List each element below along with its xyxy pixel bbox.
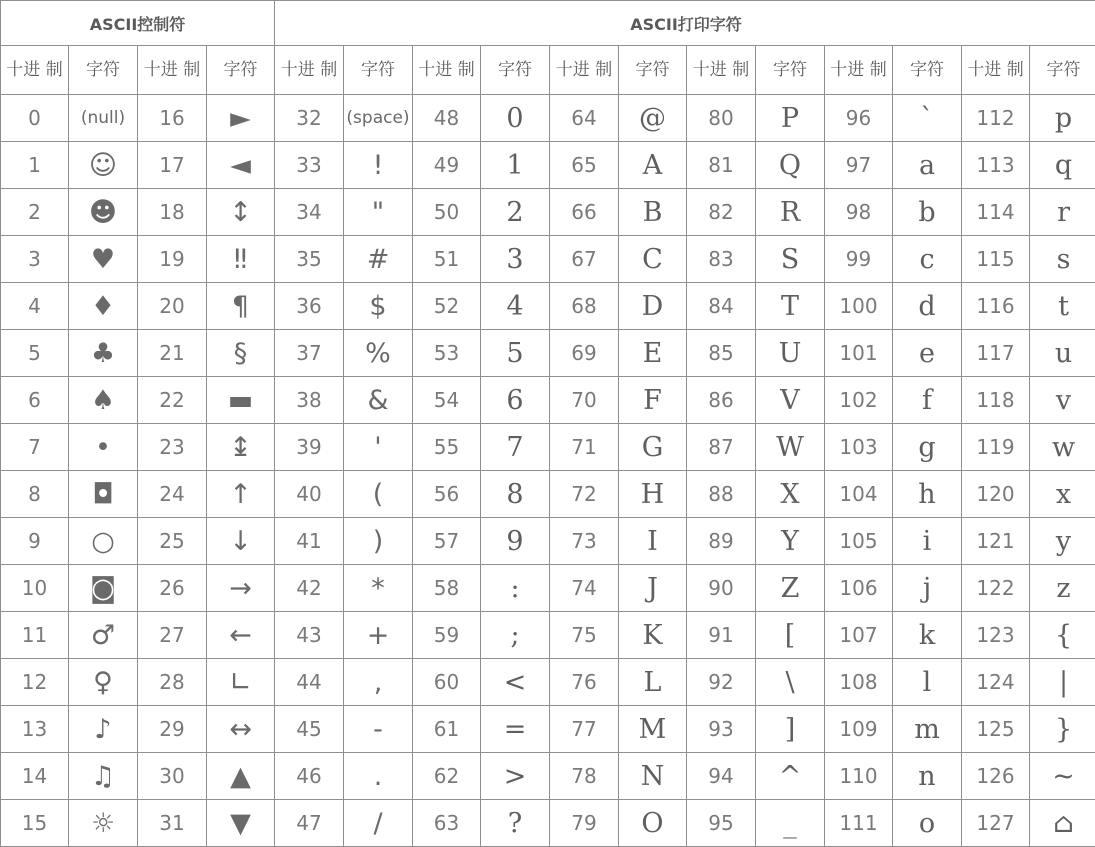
char-cell: ☼ xyxy=(69,800,138,847)
char-column-header: 字符 xyxy=(69,46,138,95)
char-cell: % xyxy=(344,330,413,377)
decimal-cell: 117 xyxy=(962,330,1030,377)
char-cell: ` xyxy=(893,95,962,142)
table-row xyxy=(1,659,1095,706)
char-column-header: 字符 xyxy=(207,46,275,95)
char-cell: } xyxy=(1030,706,1095,753)
char-cell: + xyxy=(344,612,413,659)
decimal-cell: 97 xyxy=(825,142,893,189)
char-cell: ▲ xyxy=(207,753,275,800)
char-cell: ^ xyxy=(756,753,825,800)
char-cell: 8 xyxy=(481,471,550,518)
char-cell: l xyxy=(893,659,962,706)
char-cell: # xyxy=(344,236,413,283)
decimal-cell: 75 xyxy=(550,612,619,659)
decimal-cell: 19 xyxy=(138,236,207,283)
char-cell: Q xyxy=(756,142,825,189)
char-cell: g xyxy=(893,424,962,471)
char-cell: 7 xyxy=(481,424,550,471)
char-cell: w xyxy=(1030,424,1095,471)
char-cell: 9 xyxy=(481,518,550,565)
decimal-cell: 35 xyxy=(275,236,344,283)
char-cell: ¶ xyxy=(207,283,275,330)
decimal-cell: 15 xyxy=(1,800,69,847)
char-cell: 2 xyxy=(481,189,550,236)
char-cell: G xyxy=(619,424,687,471)
decimal-cell: 14 xyxy=(1,753,69,800)
decimal-cell: 59 xyxy=(413,612,481,659)
char-cell: M xyxy=(619,706,687,753)
char-cell: / xyxy=(344,800,413,847)
decimal-cell: 69 xyxy=(550,330,619,377)
dec-column-header: 十进 制 xyxy=(1,46,69,95)
decimal-cell: 49 xyxy=(413,142,481,189)
decimal-cell: 64 xyxy=(550,95,619,142)
dec-column-header: 十进 制 xyxy=(825,46,893,95)
decimal-cell: 113 xyxy=(962,142,1030,189)
char-cell: a xyxy=(893,142,962,189)
decimal-cell: 70 xyxy=(550,377,619,424)
char-cell: • xyxy=(69,424,138,471)
char-cell: ◘ xyxy=(69,471,138,518)
char-cell: L xyxy=(619,659,687,706)
char-cell: E xyxy=(619,330,687,377)
decimal-cell: 60 xyxy=(413,659,481,706)
decimal-cell: 102 xyxy=(825,377,893,424)
decimal-cell: 46 xyxy=(275,753,344,800)
char-cell: ○ xyxy=(69,518,138,565)
char-cell: V xyxy=(756,377,825,424)
decimal-cell: 123 xyxy=(962,612,1030,659)
decimal-cell: 71 xyxy=(550,424,619,471)
char-cell: ♂ xyxy=(69,612,138,659)
decimal-cell: 126 xyxy=(962,753,1030,800)
decimal-cell: 80 xyxy=(687,95,756,142)
table-row xyxy=(1,283,1095,330)
char-column-header: 字符 xyxy=(893,46,962,95)
decimal-cell: 79 xyxy=(550,800,619,847)
decimal-cell: 119 xyxy=(962,424,1030,471)
char-cell: ☺ xyxy=(69,142,138,189)
table-row xyxy=(1,95,1095,142)
char-cell: ↕ xyxy=(207,189,275,236)
decimal-cell: 9 xyxy=(1,518,69,565)
char-cell: X xyxy=(756,471,825,518)
decimal-cell: 12 xyxy=(1,659,69,706)
char-cell: § xyxy=(207,330,275,377)
char-cell: z xyxy=(1030,565,1095,612)
decimal-cell: 112 xyxy=(962,95,1030,142)
char-cell: 1 xyxy=(481,142,550,189)
decimal-cell: 56 xyxy=(413,471,481,518)
decimal-cell: 34 xyxy=(275,189,344,236)
char-cell: ◙ xyxy=(69,565,138,612)
char-column-header: 字符 xyxy=(619,46,687,95)
char-cell: _ xyxy=(756,800,825,847)
char-cell: " xyxy=(344,189,413,236)
char-cell: Z xyxy=(756,565,825,612)
char-cell: q xyxy=(1030,142,1095,189)
char-cell: s xyxy=(1030,236,1095,283)
decimal-cell: 100 xyxy=(825,283,893,330)
table-row xyxy=(1,424,1095,471)
decimal-cell: 91 xyxy=(687,612,756,659)
char-cell: t xyxy=(1030,283,1095,330)
decimal-cell: 37 xyxy=(275,330,344,377)
decimal-cell: 66 xyxy=(550,189,619,236)
char-cell: b xyxy=(893,189,962,236)
decimal-cell: 98 xyxy=(825,189,893,236)
char-cell: m xyxy=(893,706,962,753)
decimal-cell: 48 xyxy=(413,95,481,142)
char-cell: ♥ xyxy=(69,236,138,283)
char-cell: P xyxy=(756,95,825,142)
table-row xyxy=(1,471,1095,518)
table-row xyxy=(1,800,1095,847)
decimal-cell: 65 xyxy=(550,142,619,189)
char-cell: i xyxy=(893,518,962,565)
char-cell: ∟ xyxy=(207,659,275,706)
char-cell: ► xyxy=(207,95,275,142)
dec-column-header: 十进 制 xyxy=(962,46,1030,95)
decimal-cell: 99 xyxy=(825,236,893,283)
char-cell: x xyxy=(1030,471,1095,518)
decimal-cell: 111 xyxy=(825,800,893,847)
decimal-cell: 22 xyxy=(138,377,207,424)
char-cell: < xyxy=(481,659,550,706)
decimal-cell: 4 xyxy=(1,283,69,330)
char-cell: 6 xyxy=(481,377,550,424)
printable-group-header: ASCII打印字符 xyxy=(275,1,1095,46)
decimal-cell: 31 xyxy=(138,800,207,847)
decimal-cell: 88 xyxy=(687,471,756,518)
decimal-cell: 1 xyxy=(1,142,69,189)
decimal-cell: 68 xyxy=(550,283,619,330)
decimal-cell: 18 xyxy=(138,189,207,236)
char-cell: * xyxy=(344,565,413,612)
char-cell: y xyxy=(1030,518,1095,565)
char-cell: ‼ xyxy=(207,236,275,283)
char-cell: B xyxy=(619,189,687,236)
char-cell: 4 xyxy=(481,283,550,330)
char-cell: ! xyxy=(344,142,413,189)
decimal-cell: 27 xyxy=(138,612,207,659)
char-cell: ; xyxy=(481,612,550,659)
char-cell: ◄ xyxy=(207,142,275,189)
char-cell: J xyxy=(619,565,687,612)
decimal-cell: 54 xyxy=(413,377,481,424)
decimal-cell: 81 xyxy=(687,142,756,189)
char-cell: A xyxy=(619,142,687,189)
decimal-cell: 43 xyxy=(275,612,344,659)
char-cell: ↓ xyxy=(207,518,275,565)
decimal-cell: 118 xyxy=(962,377,1030,424)
decimal-cell: 55 xyxy=(413,424,481,471)
char-cell: = xyxy=(481,706,550,753)
decimal-cell: 86 xyxy=(687,377,756,424)
decimal-cell: 93 xyxy=(687,706,756,753)
char-column-header: 字符 xyxy=(481,46,550,95)
decimal-cell: 82 xyxy=(687,189,756,236)
control-group-header: ASCII控制符 xyxy=(1,1,275,46)
decimal-cell: 39 xyxy=(275,424,344,471)
dec-column-header: 十进 制 xyxy=(138,46,207,95)
decimal-cell: 20 xyxy=(138,283,207,330)
char-column-header: 字符 xyxy=(344,46,413,95)
decimal-cell: 106 xyxy=(825,565,893,612)
char-cell: ↔ xyxy=(207,706,275,753)
decimal-cell: 25 xyxy=(138,518,207,565)
decimal-cell: 108 xyxy=(825,659,893,706)
decimal-cell: 33 xyxy=(275,142,344,189)
table-row xyxy=(1,377,1095,424)
char-cell: ↑ xyxy=(207,471,275,518)
decimal-cell: 85 xyxy=(687,330,756,377)
decimal-cell: 84 xyxy=(687,283,756,330)
char-cell: o xyxy=(893,800,962,847)
char-column-header: 字符 xyxy=(756,46,825,95)
char-cell: [ xyxy=(756,612,825,659)
decimal-cell: 16 xyxy=(138,95,207,142)
decimal-cell: 83 xyxy=(687,236,756,283)
decimal-cell: 0 xyxy=(1,95,69,142)
decimal-cell: 11 xyxy=(1,612,69,659)
decimal-cell: 52 xyxy=(413,283,481,330)
decimal-cell: 96 xyxy=(825,95,893,142)
decimal-cell: 63 xyxy=(413,800,481,847)
decimal-cell: 122 xyxy=(962,565,1030,612)
decimal-cell: 72 xyxy=(550,471,619,518)
char-cell: (null) xyxy=(69,95,138,142)
decimal-cell: 127 xyxy=(962,800,1030,847)
char-cell: p xyxy=(1030,95,1095,142)
decimal-cell: 53 xyxy=(413,330,481,377)
char-cell: | xyxy=(1030,659,1095,706)
char-cell: & xyxy=(344,377,413,424)
decimal-cell: 51 xyxy=(413,236,481,283)
decimal-cell: 116 xyxy=(962,283,1030,330)
char-cell: R xyxy=(756,189,825,236)
decimal-cell: 10 xyxy=(1,565,69,612)
decimal-cell: 41 xyxy=(275,518,344,565)
decimal-cell: 3 xyxy=(1,236,69,283)
char-cell: r xyxy=(1030,189,1095,236)
char-cell: j xyxy=(893,565,962,612)
table-row xyxy=(1,142,1095,189)
char-cell: ▼ xyxy=(207,800,275,847)
decimal-cell: 121 xyxy=(962,518,1030,565)
table-row xyxy=(1,330,1095,377)
char-cell: ) xyxy=(344,518,413,565)
char-cell: ? xyxy=(481,800,550,847)
char-cell: \ xyxy=(756,659,825,706)
decimal-cell: 110 xyxy=(825,753,893,800)
decimal-cell: 67 xyxy=(550,236,619,283)
char-cell: ♪ xyxy=(69,706,138,753)
decimal-cell: 107 xyxy=(825,612,893,659)
char-cell: u xyxy=(1030,330,1095,377)
table-row xyxy=(1,565,1095,612)
decimal-cell: 105 xyxy=(825,518,893,565)
decimal-cell: 8 xyxy=(1,471,69,518)
decimal-cell: 32 xyxy=(275,95,344,142)
char-cell: c xyxy=(893,236,962,283)
decimal-cell: 103 xyxy=(825,424,893,471)
char-cell: O xyxy=(619,800,687,847)
char-cell: e xyxy=(893,330,962,377)
table-row xyxy=(1,753,1095,800)
decimal-cell: 90 xyxy=(687,565,756,612)
table-row xyxy=(1,612,1095,659)
decimal-cell: 125 xyxy=(962,706,1030,753)
decimal-cell: 101 xyxy=(825,330,893,377)
char-cell: - xyxy=(344,706,413,753)
char-cell: ♦ xyxy=(69,283,138,330)
decimal-cell: 62 xyxy=(413,753,481,800)
char-cell: { xyxy=(1030,612,1095,659)
char-cell: S xyxy=(756,236,825,283)
decimal-cell: 95 xyxy=(687,800,756,847)
char-cell: 0 xyxy=(481,95,550,142)
char-cell: I xyxy=(619,518,687,565)
dec-column-header: 十进 制 xyxy=(275,46,344,95)
decimal-cell: 23 xyxy=(138,424,207,471)
char-cell: ⌂ xyxy=(1030,800,1095,847)
char-cell: ♫ xyxy=(69,753,138,800)
decimal-cell: 92 xyxy=(687,659,756,706)
char-cell: W xyxy=(756,424,825,471)
decimal-cell: 21 xyxy=(138,330,207,377)
table-row xyxy=(1,518,1095,565)
decimal-cell: 40 xyxy=(275,471,344,518)
decimal-cell: 24 xyxy=(138,471,207,518)
char-cell: ~ xyxy=(1030,753,1095,800)
char-cell: T xyxy=(756,283,825,330)
decimal-cell: 120 xyxy=(962,471,1030,518)
char-cell: (space) xyxy=(344,95,413,142)
char-cell: . xyxy=(344,753,413,800)
decimal-cell: 29 xyxy=(138,706,207,753)
decimal-cell: 50 xyxy=(413,189,481,236)
char-cell: K xyxy=(619,612,687,659)
table-row xyxy=(1,706,1095,753)
char-cell: f xyxy=(893,377,962,424)
char-cell: D xyxy=(619,283,687,330)
decimal-cell: 74 xyxy=(550,565,619,612)
decimal-cell: 78 xyxy=(550,753,619,800)
char-cell: C xyxy=(619,236,687,283)
decimal-cell: 47 xyxy=(275,800,344,847)
decimal-cell: 124 xyxy=(962,659,1030,706)
decimal-cell: 115 xyxy=(962,236,1030,283)
char-cell: v xyxy=(1030,377,1095,424)
dec-column-header: 十进 制 xyxy=(413,46,481,95)
decimal-cell: 26 xyxy=(138,565,207,612)
char-cell: ' xyxy=(344,424,413,471)
decimal-cell: 57 xyxy=(413,518,481,565)
decimal-cell: 42 xyxy=(275,565,344,612)
char-cell: n xyxy=(893,753,962,800)
decimal-cell: 61 xyxy=(413,706,481,753)
decimal-cell: 89 xyxy=(687,518,756,565)
char-cell: , xyxy=(344,659,413,706)
decimal-cell: 7 xyxy=(1,424,69,471)
decimal-cell: 36 xyxy=(275,283,344,330)
table-row xyxy=(1,189,1095,236)
table-row xyxy=(1,236,1095,283)
decimal-cell: 104 xyxy=(825,471,893,518)
char-cell: ☻ xyxy=(69,189,138,236)
decimal-cell: 94 xyxy=(687,753,756,800)
char-cell: ] xyxy=(756,706,825,753)
char-cell: > xyxy=(481,753,550,800)
decimal-cell: 30 xyxy=(138,753,207,800)
char-cell: U xyxy=(756,330,825,377)
char-cell: F xyxy=(619,377,687,424)
char-cell: ( xyxy=(344,471,413,518)
decimal-cell: 2 xyxy=(1,189,69,236)
decimal-cell: 44 xyxy=(275,659,344,706)
decimal-cell: 73 xyxy=(550,518,619,565)
char-cell: H xyxy=(619,471,687,518)
decimal-cell: 114 xyxy=(962,189,1030,236)
decimal-cell: 13 xyxy=(1,706,69,753)
decimal-cell: 76 xyxy=(550,659,619,706)
char-cell: ▬ xyxy=(207,377,275,424)
dec-column-header: 十进 制 xyxy=(687,46,756,95)
char-cell: h xyxy=(893,471,962,518)
decimal-cell: 17 xyxy=(138,142,207,189)
decimal-cell: 5 xyxy=(1,330,69,377)
decimal-cell: 45 xyxy=(275,706,344,753)
decimal-cell: 77 xyxy=(550,706,619,753)
char-cell: ♣ xyxy=(69,330,138,377)
decimal-cell: 58 xyxy=(413,565,481,612)
decimal-cell: 38 xyxy=(275,377,344,424)
char-cell: Y xyxy=(756,518,825,565)
char-cell: k xyxy=(893,612,962,659)
char-cell: d xyxy=(893,283,962,330)
char-cell: N xyxy=(619,753,687,800)
char-cell: ← xyxy=(207,612,275,659)
char-column-header: 字符 xyxy=(1030,46,1095,95)
char-cell: 5 xyxy=(481,330,550,377)
char-cell: : xyxy=(481,565,550,612)
char-cell: ♀ xyxy=(69,659,138,706)
decimal-cell: 28 xyxy=(138,659,207,706)
decimal-cell: 109 xyxy=(825,706,893,753)
char-cell: ↨ xyxy=(207,424,275,471)
decimal-cell: 87 xyxy=(687,424,756,471)
decimal-cell: 6 xyxy=(1,377,69,424)
char-cell: @ xyxy=(619,95,687,142)
char-cell: 3 xyxy=(481,236,550,283)
char-cell: ♠ xyxy=(69,377,138,424)
char-cell: $ xyxy=(344,283,413,330)
dec-column-header: 十进 制 xyxy=(550,46,619,95)
char-cell: → xyxy=(207,565,275,612)
